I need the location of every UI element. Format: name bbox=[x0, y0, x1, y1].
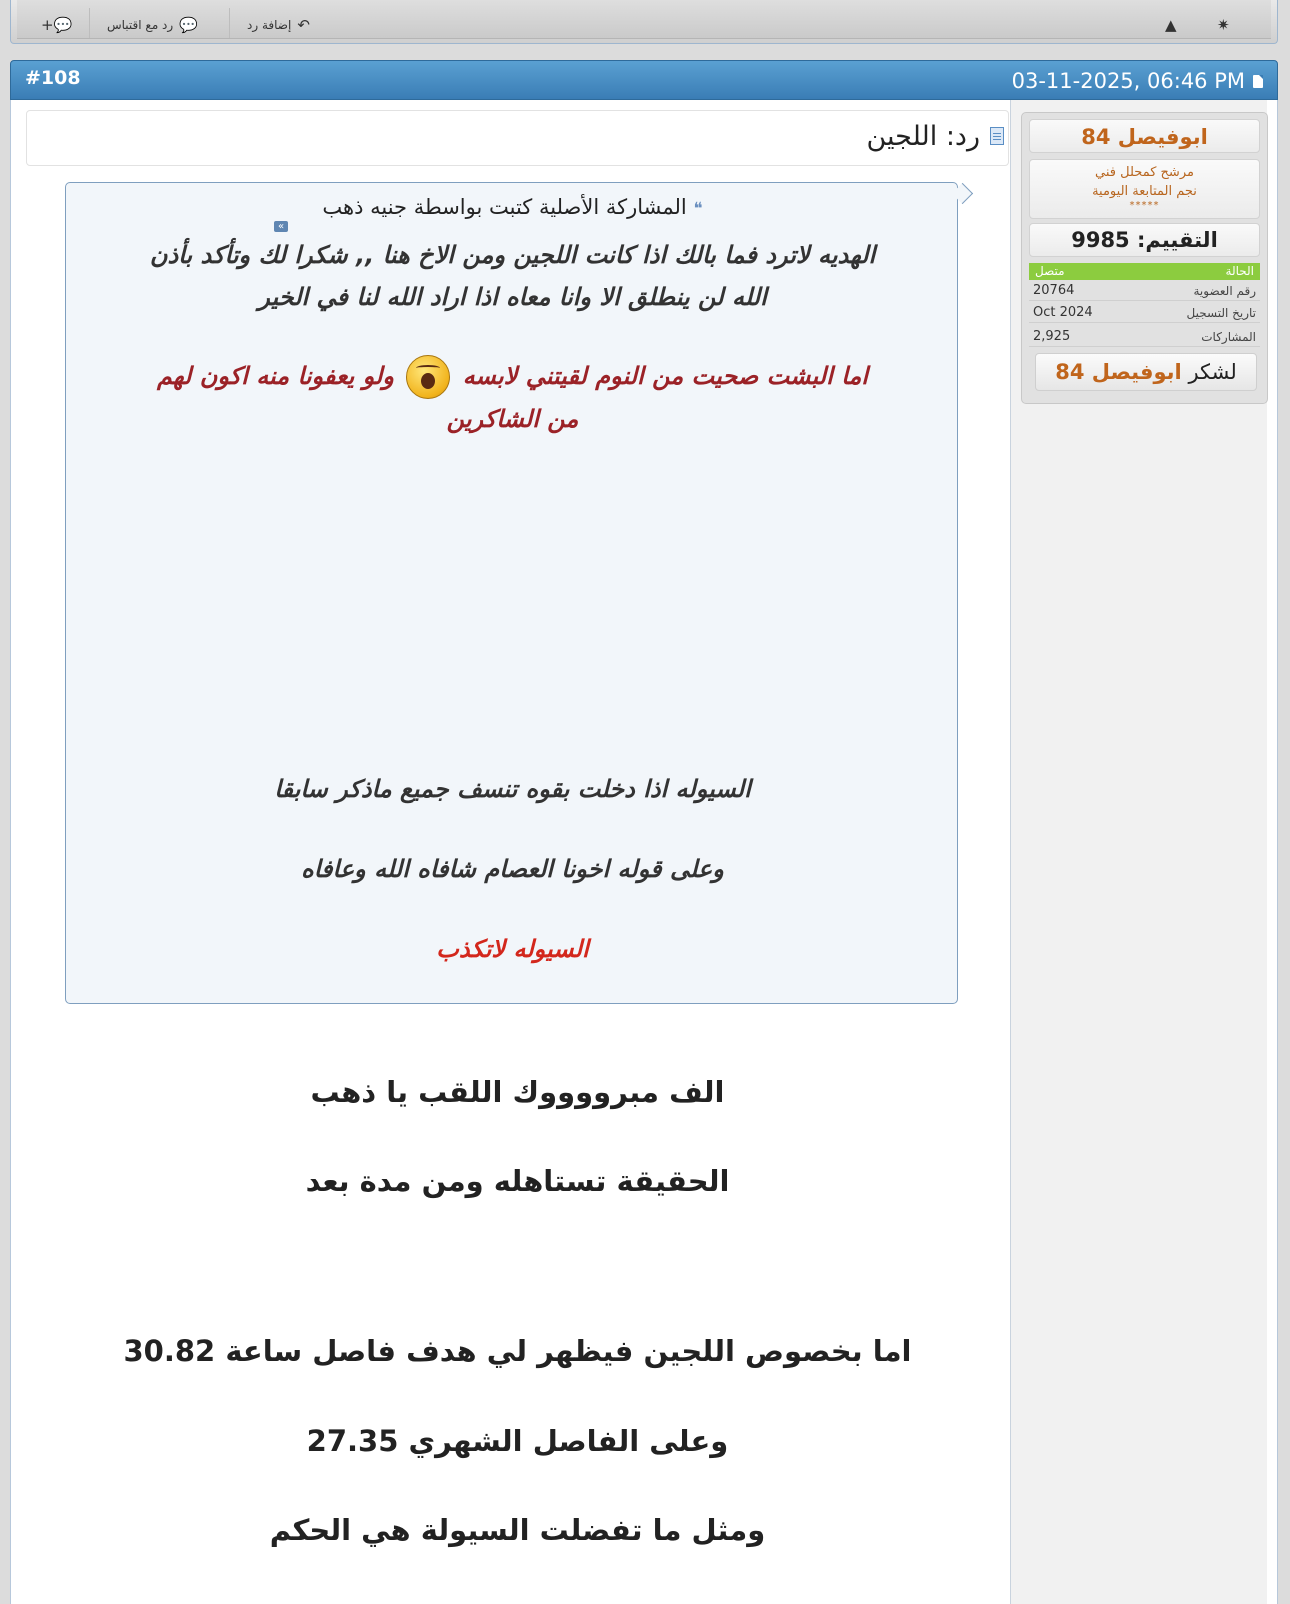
registration-date-row bbox=[1029, 303, 1260, 323]
post-text-line-5: ومثل ما تفضلت السيولة هي الحكم bbox=[269, 1513, 766, 1547]
member-number-label: رقم العضوية bbox=[1193, 284, 1256, 298]
quote-line-3 bbox=[66, 355, 959, 399]
post-text-line-3: اما بخصوص اللجين فيظهر لي هدف فاصل ساعة 30.82 bbox=[123, 1334, 912, 1368]
username-link[interactable]: ابوفيصل 84 bbox=[1081, 125, 1208, 149]
post-title-bar bbox=[26, 110, 1009, 166]
quote-bubble-icon: 💬 bbox=[179, 15, 198, 34]
star-icon: ✷ bbox=[1217, 15, 1230, 34]
document-icon bbox=[990, 127, 1004, 145]
post-number-link[interactable]: #108 bbox=[25, 67, 81, 89]
user-title-box bbox=[1029, 159, 1260, 219]
view-original-post-icon[interactable]: « bbox=[274, 221, 288, 232]
crying-smiley-icon bbox=[406, 355, 450, 399]
thanks-button[interactable] bbox=[1035, 353, 1257, 391]
status-label: الحالة bbox=[1225, 264, 1254, 278]
add-reply-label: إضافة رد bbox=[247, 18, 292, 32]
username-box bbox=[1029, 119, 1260, 153]
status-value: متصل bbox=[1035, 264, 1065, 278]
quote-line-7: السيوله لاتكذب bbox=[436, 935, 589, 963]
quote-line-5: السيوله اذا دخلت بقوه تنسف جميع ماذكر سابقا bbox=[274, 775, 751, 803]
post-text-line-1: الف مبرووووك اللقب يا ذهب bbox=[310, 1075, 725, 1109]
quote-header bbox=[66, 195, 959, 219]
post-date bbox=[1012, 69, 1263, 93]
quote-line-1: الهديه لاترد فما بالك اذا كانت اللجين ومن الاخ هنا ,, شكرا لك وتأكد بأذن bbox=[149, 241, 876, 269]
registration-date-label: تاريخ التسجيل bbox=[1186, 306, 1256, 320]
thanks-username: ابوفيصل 84 bbox=[1055, 360, 1182, 384]
reply-with-quote-label: رد مع اقتباس bbox=[107, 18, 174, 32]
user-title-line1: مرشح كمحلل فني bbox=[1095, 165, 1194, 180]
reply-with-quote-button[interactable] bbox=[107, 14, 198, 36]
quote-line-6: وعلى قوله اخونا العصام شافاه الله وعافاه bbox=[301, 855, 724, 883]
toolbar-separator bbox=[229, 8, 230, 38]
post-title: رد: اللجين bbox=[866, 121, 980, 152]
user-rating: التقييم: 9985 bbox=[1071, 228, 1218, 252]
quote-icon: ❝ bbox=[693, 199, 703, 219]
post-date-text: 03-11-2025, 06:46 PM bbox=[1011, 69, 1245, 93]
quote-line-2: الله لن ينطلق الا وانا معاه اذا اراد الله لنا في الخير bbox=[258, 283, 767, 311]
user-rating-box bbox=[1029, 223, 1260, 257]
quote-block bbox=[65, 182, 958, 1004]
post-text-line-4: وعلى الفاصل الشهري 27.35 bbox=[306, 1424, 729, 1458]
posts-count-label: المشاركات bbox=[1201, 330, 1256, 344]
warning-icon: ▲ bbox=[1165, 15, 1177, 34]
multi-quote-icon: 💬+ bbox=[41, 15, 73, 34]
member-number-row bbox=[1029, 281, 1260, 301]
thanks-prefix: لشكر bbox=[1188, 360, 1237, 384]
toolbar-inner bbox=[17, 0, 1271, 39]
posts-count-row bbox=[1029, 327, 1260, 347]
toolbar-separator bbox=[89, 8, 90, 38]
user-title-line2: نجم المتابعة اليومية bbox=[1092, 184, 1197, 199]
rate-button[interactable] bbox=[1217, 14, 1230, 36]
post-header bbox=[10, 60, 1278, 100]
post-status-icon bbox=[1253, 75, 1263, 88]
posts-count-value: 2,925 bbox=[1033, 329, 1071, 344]
member-number-value: 20764 bbox=[1033, 283, 1075, 298]
quote-line-4: من الشاكرين bbox=[446, 405, 579, 433]
reply-arrow-icon: ↶ bbox=[297, 15, 310, 34]
user-info-card bbox=[1021, 112, 1268, 404]
multi-quote-button[interactable] bbox=[41, 14, 72, 36]
user-status-bar bbox=[1029, 263, 1260, 280]
post-toolbar bbox=[10, 0, 1278, 44]
registration-date-value: Oct 2024 bbox=[1033, 305, 1093, 320]
quote-author-line: المشاركة الأصلية كتبت بواسطة جنيه ذهب bbox=[322, 195, 687, 219]
quote-line-3a: اما البشت صحيت من النوم لقيتني لابسه bbox=[462, 362, 868, 390]
user-rank-stars: ***** bbox=[1129, 200, 1160, 211]
report-button[interactable] bbox=[1165, 14, 1177, 36]
post-text-line-2: الحقيقة تستاهله ومن مدة بعد bbox=[305, 1164, 730, 1198]
sidebar-divider bbox=[1010, 100, 1011, 1604]
quote-line-3b: ولو يعفونا منه اكون لهم bbox=[157, 362, 394, 390]
add-reply-button[interactable] bbox=[247, 14, 310, 36]
